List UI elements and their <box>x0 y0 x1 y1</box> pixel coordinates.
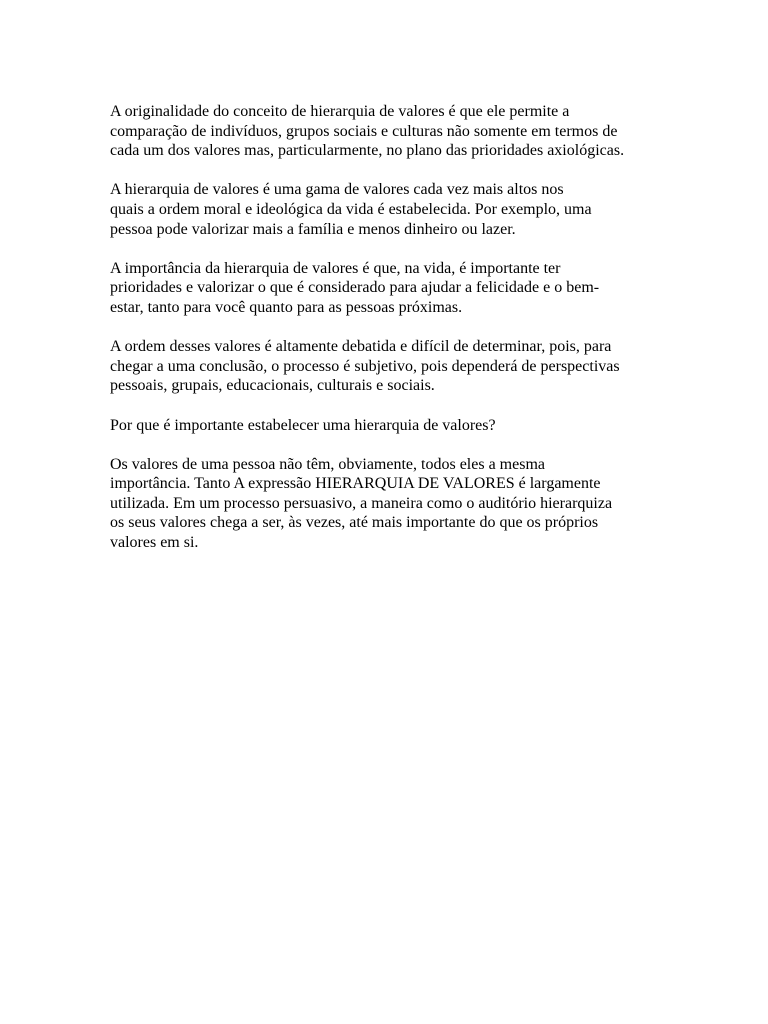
text-line: estar, tanto para você quanto para as pessoas próximas. <box>110 298 463 316</box>
paragraph <box>110 180 700 239</box>
text-line: quais a ordem moral e ideológica da vida é estabelecida. Por exemplo, uma <box>110 200 592 218</box>
text-line: cada um dos valores mas, particularmente, no plano das prioridades axiológicas. <box>110 142 625 160</box>
paragraph <box>110 455 700 553</box>
text-line: importância. Tanto A expressão HIERARQUIA DE VALORES é largamente <box>110 475 601 493</box>
text-line: A originalidade do conceito de hierarquia de valores é que ele permite a <box>110 103 570 120</box>
text-line: valores em si. <box>110 534 199 552</box>
text-line: pessoais, grupais, educacionais, culturais e sociais. <box>110 377 435 395</box>
text-line: os seus valores chega a ser, às vezes, até mais importante do que os próprios <box>110 514 599 532</box>
document-body <box>110 102 700 572</box>
text-line: comparação de indivíduos, grupos sociais e culturas não somente em termos de <box>110 122 618 140</box>
paragraph <box>110 259 700 318</box>
question-paragraph <box>110 416 700 436</box>
text-line: A hierarquia de valores é uma gama de valores cada vez mais altos nos <box>110 181 564 199</box>
text-line: pessoa pode valorizar mais a família e menos dinheiro ou lazer. <box>110 220 516 238</box>
text-line: prioridades e valorizar o que é considerado para ajudar a felicidade e o bem- <box>110 279 600 297</box>
text-line: A importância da hierarquia de valores é que, na vida, é importante ter <box>110 259 561 277</box>
paragraph <box>110 337 700 396</box>
text-line: Por que é importante estabelecer uma hierarquia de valores? <box>110 416 496 434</box>
text-line: Os valores de uma pessoa não têm, obviamente, todos eles a mesma <box>110 455 545 473</box>
paragraph <box>110 102 700 161</box>
text-line: A ordem desses valores é altamente debatida e difícil de determinar, pois, para <box>110 338 612 356</box>
text-line: utilizada. Em um processo persuasivo, a maneira como o auditório hierarquiza <box>110 494 613 512</box>
text-line: chegar a uma conclusão, o processo é subjetivo, pois dependerá de perspectivas <box>110 357 620 375</box>
